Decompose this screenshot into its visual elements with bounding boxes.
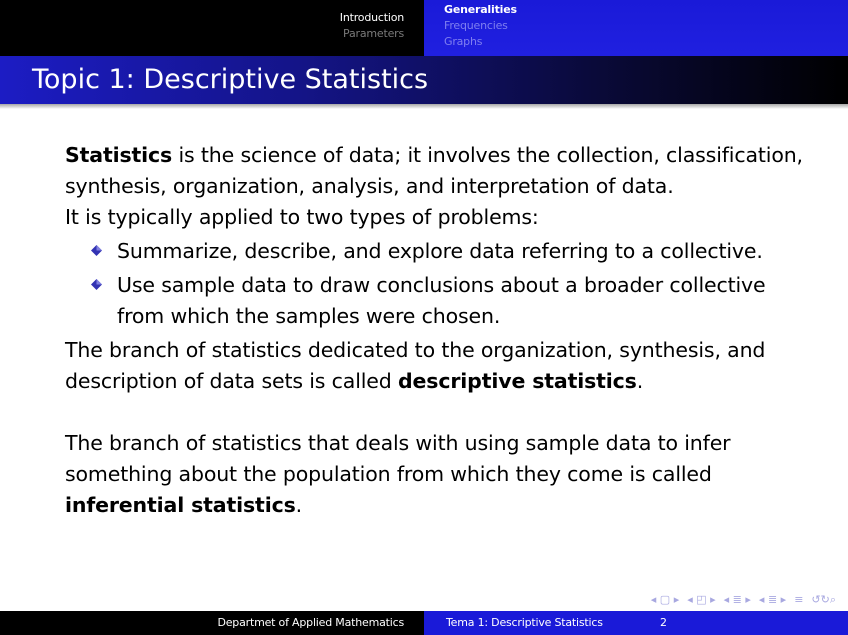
applied-line: It is typically applied to two types of problems: [65, 205, 539, 229]
bullet-text: Summarize, describe, and explore data referring to a collective. [117, 239, 763, 263]
footer-institution: Departmet of Applied Mathematics [217, 616, 404, 629]
frame-title: Topic 1: Descriptive Statistics [32, 64, 429, 95]
inferential-text: The branch of statistics that deals with using sample data to infer something about the population from which they come is called [65, 431, 731, 486]
subsection-nav-icon[interactable]: ◂ ≣ ▸ [723, 593, 751, 606]
search-back-icon[interactable]: ↺↻⌕ [811, 593, 836, 606]
descriptive-paragraph [65, 335, 805, 397]
frame-nav-icon[interactable]: ◂ ◰ ▸ [687, 593, 716, 606]
navigation-symbols [651, 593, 836, 607]
footer-page-number: 2 [660, 616, 667, 629]
nav-subsection-generalities[interactable]: Generalities [444, 3, 517, 16]
section-list [340, 10, 404, 42]
bullet-text: Use sample data to draw conclusions about a broader collective from which the samples were chosen. [117, 273, 766, 328]
subsection-list [444, 2, 517, 50]
section-navigation [0, 0, 424, 56]
inferential-statistics-term: inferential statistics [65, 493, 296, 517]
paragraph-gap [65, 397, 805, 428]
descriptive-statistics-term: descriptive statistics [398, 369, 637, 393]
list-item [65, 270, 805, 332]
inferential-period: . [295, 493, 302, 517]
slide-content [65, 140, 805, 521]
footer-institution-box [0, 611, 424, 635]
footer-title-box [424, 611, 848, 635]
nav-section-introduction[interactable]: Introduction [339, 11, 404, 24]
frame-title-bar [0, 56, 848, 104]
top-navigation [0, 0, 848, 56]
footline [0, 611, 848, 635]
list-item [65, 236, 805, 267]
diamond-bullet-icon [91, 279, 102, 290]
nav-subsection-frequencies[interactable]: Frequencies [444, 19, 508, 32]
subsection-navigation [424, 0, 848, 56]
slide-nav-icon[interactable]: ◂ ▢ ▸ [650, 593, 680, 606]
inferential-paragraph [65, 428, 805, 521]
nav-section-parameters[interactable]: Parameters [343, 27, 404, 40]
problem-types-list [65, 236, 805, 332]
section-nav-icon[interactable]: ◂ ≣ ▸ [758, 593, 787, 606]
descriptive-text: The branch of statistics dedicated to the organization, synthesis, and description of data sets is called [65, 338, 766, 393]
appendix-icon[interactable]: ≡ [794, 593, 804, 606]
intro-paragraph [65, 140, 805, 202]
nav-subsection-graphs[interactable]: Graphs [444, 35, 483, 48]
descriptive-period: . [636, 369, 644, 393]
statistics-term: Statistics [65, 143, 173, 167]
footer-short-title: Tema 1: Descriptive Statistics [446, 616, 603, 629]
diamond-bullet-icon [91, 245, 102, 256]
intro-text: is the science of data; it involves the collection, classification, synthesis, organization, analysis, and interpretation of data. [65, 143, 803, 198]
